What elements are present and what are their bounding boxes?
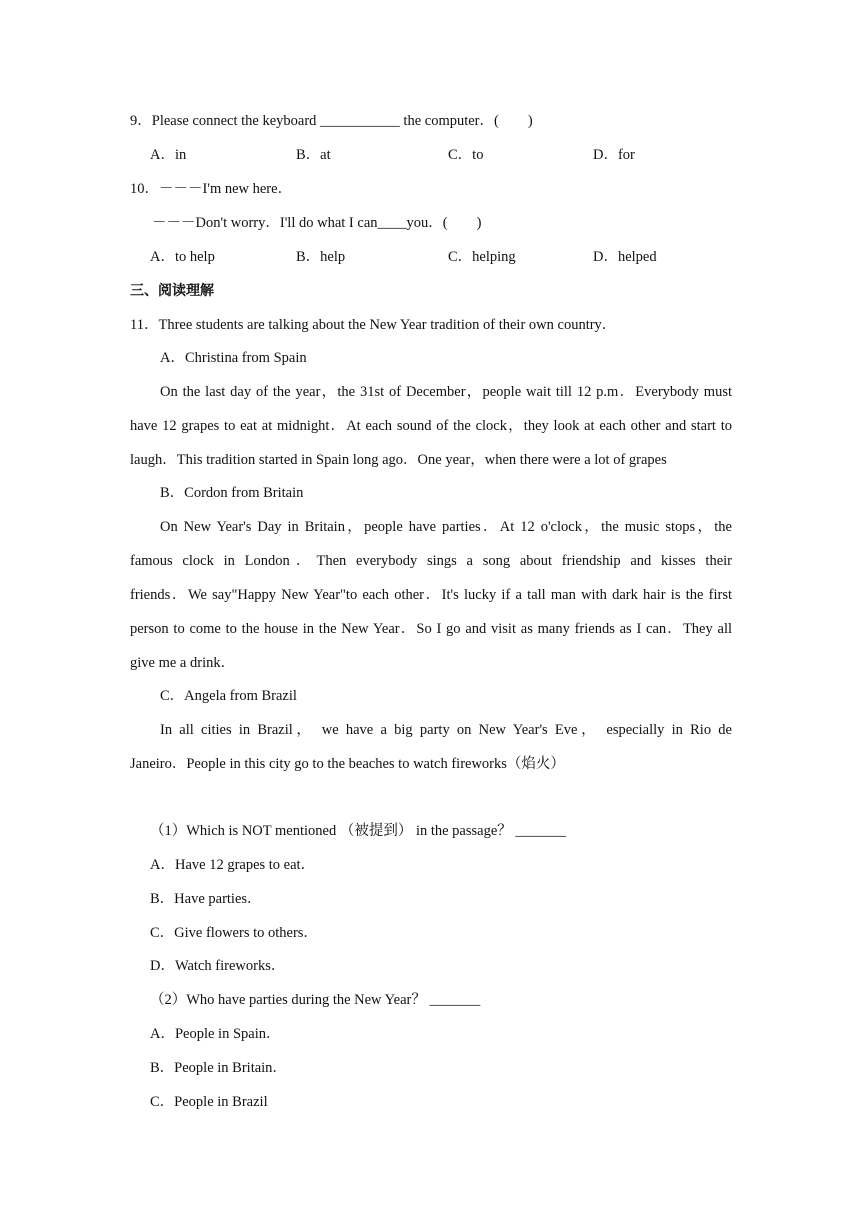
sub-question-1-option-b: B．Have parties． [150,891,262,907]
question-9-stem: 9．Please connect the keyboard ___________ the computer．( ) [130,113,533,129]
sub-question-2-stem: （2）Who have parties during the New Year？ _______ [150,992,481,1008]
question-11-intro: 11．Three students are talking about the New Year tradition of their own country． [130,317,617,333]
q10-option-c: C．helping [448,249,516,265]
passage-c-title: C．Angela from Brazil [160,688,297,704]
section-heading: 三、阅读理解 [130,283,214,299]
passage-a-line: On the last day of the year，the 31st of December，people wait till 12 p.m．Everybody must [160,384,732,400]
q9-option-b: B．at [296,147,331,163]
passage-a-line: laugh．This tradition started in Spain long ago．One year，when there were a lot of grapes [130,452,667,468]
passage-b-line: famous clock in London．Then everybody sings a song about friendship and kisses their [130,553,732,569]
question-10-stem: 10．－－－I'm new here． [130,181,293,197]
passage-b-line: person to come to the house in the New Year．So I go and visit as many friends as I can．They all [130,621,732,637]
q10-option-b: B．help [296,249,346,265]
passage-c-line: Janeiro．People in this city go to the beaches to watch fireworks（焰火） [130,756,565,772]
sub-question-2-option-a: A．People in Spain． [150,1026,281,1042]
q9-option-d: D．for [593,147,635,163]
q9-option-c: C．to [448,147,484,163]
sub-question-1-option-d: D．Watch fireworks． [150,958,286,974]
passage-a-line: have 12 grapes to eat at midnight．At each sound of the clock，they look at each other and start to [130,418,732,434]
q10-option-a: A．to help [150,249,215,265]
q9-option-a: A．in [150,147,187,163]
passage-b-line: give me a drink． [130,655,236,671]
passage-b-line: friends．We say"Happy New Year"to each other．It's lucky if a tall man with dark hair is the first [130,587,732,603]
question-10-line2: －－－Don't worry．I'll do what I can____you．( ) [152,215,482,231]
passage-c-line: In all cities in Brazil， we have a big party on New Year's Eve， especially in Rio de [160,722,732,738]
sub-question-1-option-a: A．Have 12 grapes to eat． [150,857,316,873]
passage-b-title: B．Cordon from Britain [160,485,304,501]
sub-question-1-option-c: C．Give flowers to others． [150,925,318,941]
sub-question-2-option-b: B．People in Britain． [150,1060,287,1076]
passage-a-title: A．Christina from Spain [160,350,307,366]
q10-option-d: D．helped [593,249,657,265]
passage-b-line: On New Year's Day in Britain，people have parties．At 12 o'clock，the music stops，the [160,519,732,535]
sub-question-1-stem: （1）Which is NOT mentioned （被提到） in the passage？ _______ [150,823,567,839]
sub-question-2-option-c: C．People in Brazil [150,1094,268,1110]
